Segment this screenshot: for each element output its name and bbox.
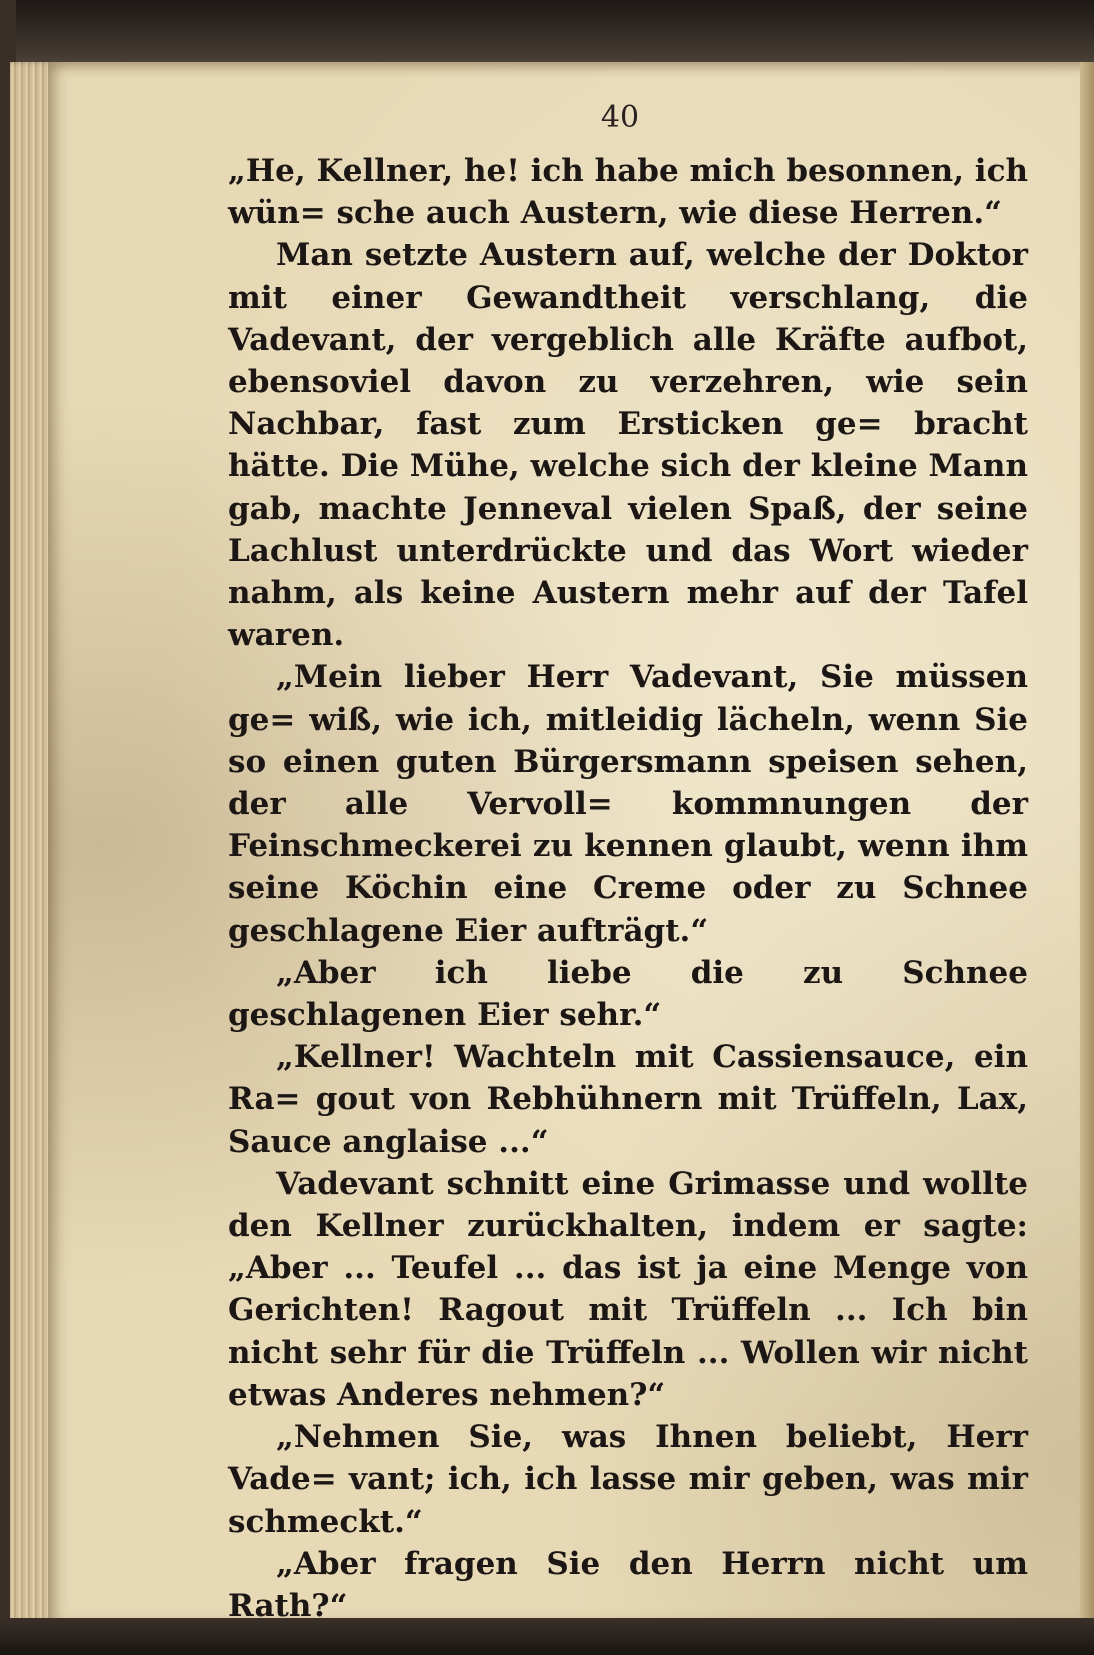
- paragraph: „Aber ich liebe die zu Schnee geschlagenen Eier sehr.“: [228, 954, 1028, 1034]
- paragraph: „Mein lieber Herr Vadevant, Sie müssen ge= wiß, wie ich, mitleidig lächeln, wenn Sie so einen guten Bürgersmann speisen sehen, der alle Vervoll= kommnungen der Feinschmeckerei zu kennen glaubt, wenn ihm seine Köchin eine Creme oder zu Schnee geschlagene Eier aufträgt.“: [228, 659, 1028, 949]
- paragraph: „He, Kellner, he! ich habe mich besonnen, ich wün= sche auch Austern, wie diese Herren.“: [228, 153, 1028, 232]
- paragraph: „Nehmen Sie, was Ihnen beliebt, Herr Vade= vant; ich, ich lasse mir geben, was mir schmeckt.“: [228, 1419, 1028, 1540]
- page-right-edge: [1080, 62, 1094, 1624]
- paragraph: Man setzte Austern auf, welche der Doktor mit einer Gewandtheit verschlang, die Vadevant, der vergeblich alle Kräfte aufbot, ebensoviel davon zu verzehren, wie sein Nachbar, fast zum Ersticken ge= bracht hätte. Die Mühe, welche sich der kleine Mann gab, machte Jenneval vielen Spaß, der seine Lachlust unterdrückte und das Wort wieder nahm, als keine Austern mehr auf der Tafel waren.: [228, 237, 1028, 654]
- page-number: 40: [600, 100, 640, 135]
- book-cover-top: [0, 0, 1094, 62]
- paragraph: Vadevant schnitt eine Grimasse und wollte den Kellner zurückhalten, indem er sagte: „Aber ... Teufel ... das ist ja eine Menge von Gerichten! Ragout mit Trüffeln ... Ich bin nicht sehr für die Trüffeln ... Wollen wir nicht etwas Anderes nehmen?“: [228, 1165, 1028, 1413]
- body-text: [228, 150, 1028, 1627]
- paragraph: „Kellner! Wachteln mit Cassiensauce, ein Ra= gout von Rebhühnern mit Trüffeln, Lax, Sauce anglaise ...“: [228, 1039, 1028, 1160]
- paragraph: „Aber fragen Sie den Herrn nicht um Rath?“: [228, 1545, 1028, 1624]
